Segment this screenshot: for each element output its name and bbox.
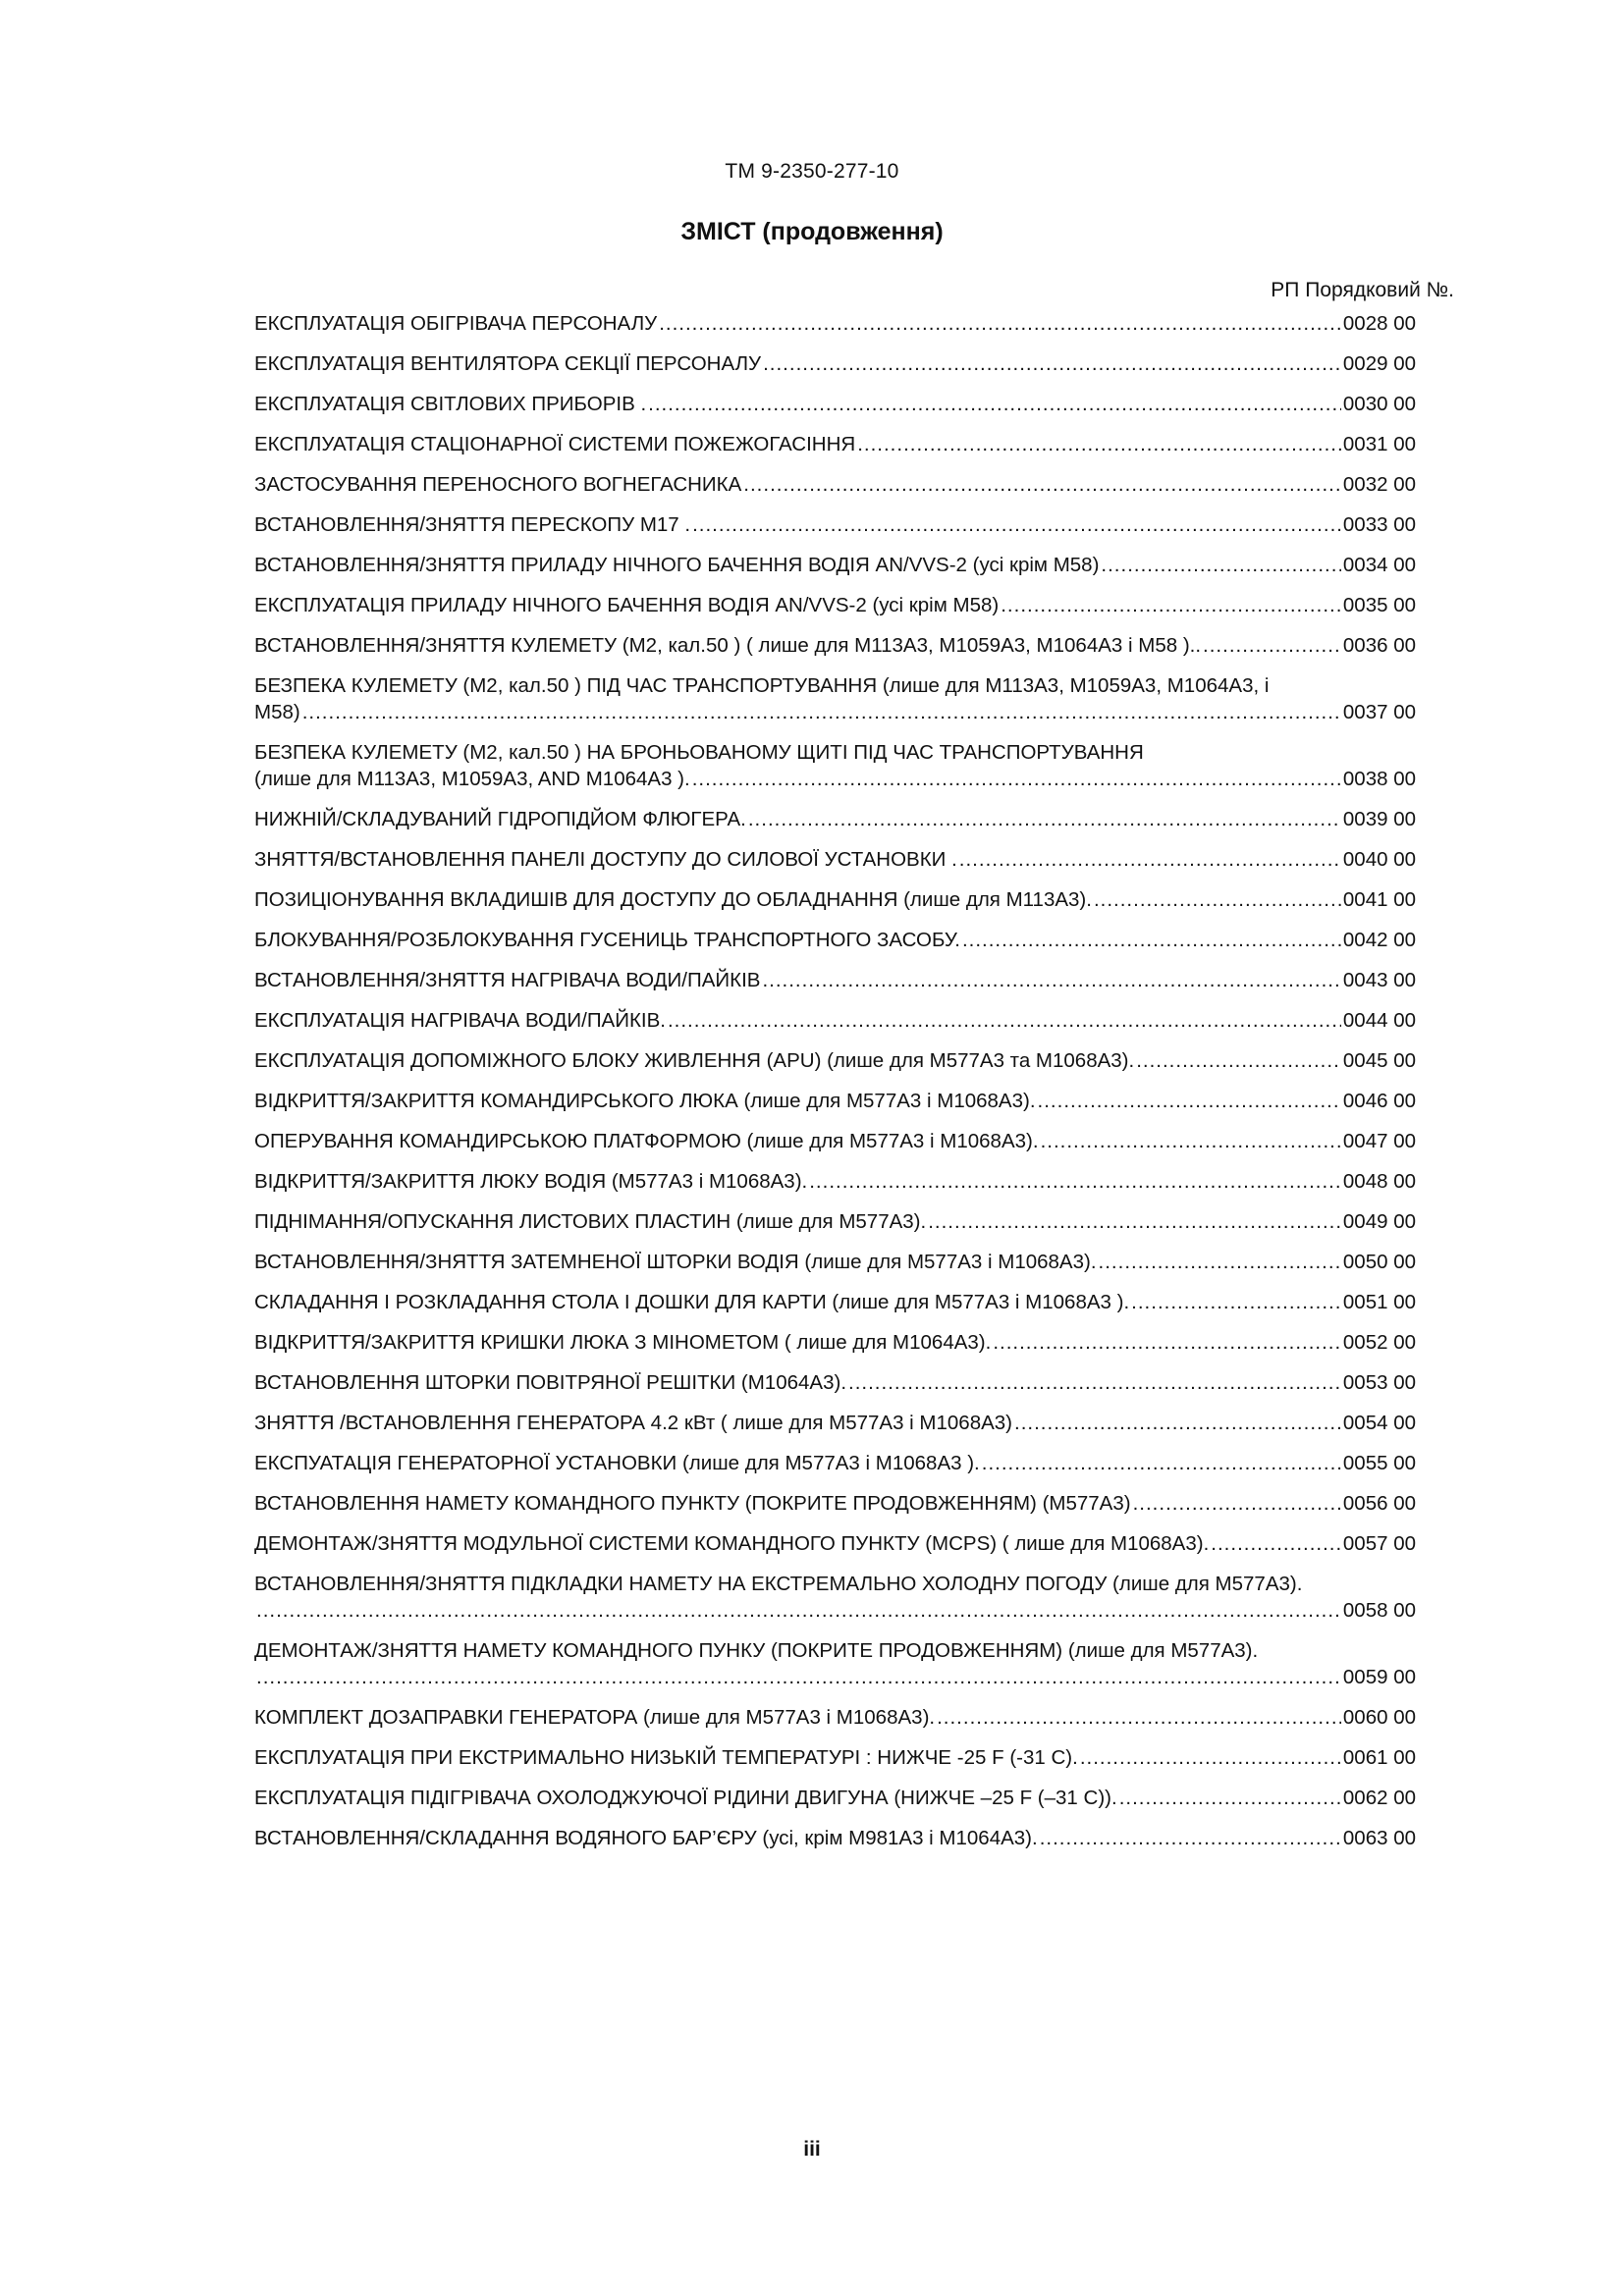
dot-leader bbox=[762, 967, 1340, 993]
toc-entry bbox=[254, 1249, 1416, 1275]
toc-entry-title: ВСТАНОВЛЕННЯ/ЗНЯТТЯ ПРИЛАДУ НІЧНОГО БАЧЕННЯ ВОДІЯ AN/VVS-2 (усі крім M58) bbox=[254, 554, 1100, 576]
toc-entry-title: ЗНЯТТЯ/ВСТАНОВЛЕННЯ ПАНЕЛІ ДОСТУПУ ДО СИЛОВОЇ УСТАНОВКИ . bbox=[254, 848, 957, 871]
toc-entry-number: 0062 00 bbox=[1342, 1787, 1416, 1809]
dot-leader bbox=[928, 1208, 1341, 1235]
toc-entry-title: ВІДКРИТТЯ/ЗАКРИТТЯ ЛЮКУ ВОДІЯ (M577A3 і M1068A3). bbox=[254, 1170, 808, 1193]
toc-entry-title: БЕЗПЕКА КУЛЕМЕТУ (M2, кал.50 ) НА БРОНЬОВАНОМУ ЩИТІ ПІД ЧАС ТРАНСПОРТУВАННЯ bbox=[254, 741, 1144, 764]
toc-entry-number: 0044 00 bbox=[1342, 1009, 1416, 1032]
toc-entry bbox=[254, 431, 1416, 457]
toc-entry-title: ВСТАНОВЛЕННЯ/ЗНЯТТЯ ПІДКЛАДКИ НАМЕТУ НА ЕКСТРЕМАЛЬНО ХОЛОДНУ ПОГОДУ (лише для M577A3). bbox=[254, 1573, 1303, 1595]
toc-entry-title: ВСТАНОВЛЕННЯ ШТОРКИ ПОВІТРЯНОЇ РЕШІТКИ (M1064A3). bbox=[254, 1371, 847, 1394]
toc-entry bbox=[254, 739, 1416, 792]
toc-entry-title: ЕКСПЛУАТАЦІЯ СВІТЛОВИХ ПРИБОРІВ . bbox=[254, 393, 647, 415]
dot-leader bbox=[1119, 1785, 1341, 1811]
toc-entry-number: 0031 00 bbox=[1342, 433, 1416, 455]
document-number: TM 9-2350-277-10 bbox=[725, 160, 899, 183]
toc-entry-title: ОПЕРУВАННЯ КОМАНДИРСЬКОЮ ПЛАТФОРМОЮ (лише для M577A3 і M1068A3). bbox=[254, 1130, 1039, 1152]
toc-entry-number: 0050 00 bbox=[1342, 1251, 1416, 1273]
toc-entry-number: 0030 00 bbox=[1342, 393, 1416, 415]
dot-leader bbox=[937, 1704, 1341, 1731]
toc-entry-title: ЕКСПЛУАТАЦІЯ ДОПОМІЖНОГО БЛОКУ ЖИВЛЕННЯ (APU) (лише для M577A3 та M1068A3). bbox=[254, 1049, 1135, 1072]
toc-entry bbox=[254, 1450, 1416, 1476]
dot-leader bbox=[959, 846, 1341, 873]
toc-entry-title: ВІДКРИТТЯ/ЗАКРИТТЯ КОМАНДИРСЬКОГО ЛЮКА (лише для M577A3 і M1068A3). bbox=[254, 1090, 1036, 1112]
toc-entry-title: ДЕМОНТАЖ/ЗНЯТТЯ НАМЕТУ КОМАНДНОГО ПУНКУ (ПОКРИТЕ ПРОДОВЖЕННЯМ) (лише для M577A3). bbox=[254, 1639, 1259, 1662]
toc-entry bbox=[254, 552, 1416, 578]
toc-entry bbox=[254, 1637, 1416, 1690]
toc-entry-title: ВСТАНОВЛЕННЯ/ЗНЯТТЯ ЗАТЕМНЕНОЇ ШТОРКИ ВОДІЯ (лише для M577A3 і M1068A3). bbox=[254, 1251, 1097, 1273]
toc-entry bbox=[254, 1410, 1416, 1436]
toc-entry-number: 0055 00 bbox=[1342, 1452, 1416, 1474]
toc-entry-number: 0057 00 bbox=[1342, 1532, 1416, 1555]
toc-entry-title: ПОЗИЦІОНУВАННЯ ВКЛАДИШІВ ДЛЯ ДОСТУПУ ДО ОБЛАДНАННЯ (лише для M113A3). bbox=[254, 888, 1092, 911]
toc-entry-number: 0061 00 bbox=[1342, 1746, 1416, 1769]
dot-leader bbox=[809, 1168, 1341, 1195]
dot-leader bbox=[692, 511, 1341, 538]
toc-entry bbox=[254, 511, 1416, 538]
toc-entry-number: 0041 00 bbox=[1342, 888, 1416, 911]
toc-entry bbox=[254, 846, 1416, 873]
toc-entry-title: ПІДНІМАННЯ/ОПУСКАННЯ ЛИСТОВИХ ПЛАСТИН (лише для M577A3). bbox=[254, 1210, 927, 1233]
toc-entry-number: 0051 00 bbox=[1342, 1291, 1416, 1313]
toc-entry bbox=[254, 672, 1416, 725]
toc-entry-title: ЕКСПЛУАТАЦІЯ СТАЦІОНАРНОЇ СИСТЕМИ ПОЖЕЖОГАСІННЯ bbox=[254, 433, 856, 455]
dot-leader bbox=[1041, 1128, 1341, 1154]
dot-leader bbox=[848, 1369, 1341, 1396]
toc-entry-title: ВСТАНОВЛЕННЯ/ЗНЯТТЯ НАГРІВАЧА ВОДИ/ПАЙКІВ bbox=[254, 969, 761, 991]
dot-leader bbox=[857, 431, 1341, 457]
toc-entry-number: 0059 00 bbox=[1342, 1666, 1416, 1688]
toc-entry-number: 0056 00 bbox=[1342, 1492, 1416, 1515]
dot-leader bbox=[1001, 592, 1341, 618]
toc-entry-number: 0037 00 bbox=[1342, 701, 1416, 723]
toc-entry-number: 0048 00 bbox=[1342, 1170, 1416, 1193]
toc-entry-number: 0045 00 bbox=[1342, 1049, 1416, 1072]
dot-leader bbox=[1133, 1490, 1341, 1517]
toc-entry-title: ЕКСПЛУАТАЦІЯ ОБІГРІВАЧА ПЕРСОНАЛУ bbox=[254, 312, 658, 335]
toc-entry bbox=[254, 886, 1416, 913]
dot-leader bbox=[692, 766, 1341, 792]
dot-leader bbox=[1131, 1289, 1341, 1315]
toc-entry-title: ЕКСПУАТАЦІЯ ГЕНЕРАТОРНОЇ УСТАНОВКИ (лише для M577A3 і M1068A3 ). bbox=[254, 1452, 980, 1474]
toc-entry-title: БЛОКУВАННЯ/РОЗБЛОКУВАННЯ ГУСЕНИЦЬ ТРАНСПОРТНОГО ЗАСОБУ. bbox=[254, 929, 960, 951]
dot-leader bbox=[1099, 1249, 1341, 1275]
toc-entry bbox=[254, 592, 1416, 618]
dot-leader bbox=[763, 350, 1341, 377]
page-title: ЗМІСТ (продовження) bbox=[680, 218, 944, 245]
dot-leader bbox=[668, 1007, 1341, 1034]
toc-entry-title: БЕЗПЕКА КУЛЕМЕТУ (M2, кал.50 ) ПІД ЧАС ТРАНСПОРТУВАННЯ (лише для M113A3, M1059A3, M1064A3, і bbox=[254, 674, 1270, 697]
dot-leader bbox=[302, 699, 1341, 725]
dot-leader bbox=[1094, 886, 1341, 913]
dot-leader bbox=[1040, 1825, 1341, 1851]
toc-entry-number: 0040 00 bbox=[1342, 848, 1416, 871]
toc-entry-title: ВСТАНОВЛЕННЯ НАМЕТУ КОМАНДНОГО ПУНКТУ (ПОКРИТЕ ПРОДОВЖЕННЯМ) (M577A3) bbox=[254, 1492, 1131, 1515]
dot-leader bbox=[256, 1597, 1341, 1624]
toc-entry-title: ВСТАНОВЛЕННЯ/ЗНЯТТЯ ПЕРЕСКОПУ M17 . bbox=[254, 513, 691, 536]
toc-entry-title: ВСТАНОВЛЕННЯ/СКЛАДАННЯ ВОДЯНОГО БАР’ЄРУ (усі, крім M981A3 і M1064A3). bbox=[254, 1827, 1038, 1849]
toc-entry bbox=[254, 1785, 1416, 1811]
toc-entry bbox=[254, 1007, 1416, 1034]
dot-leader bbox=[256, 1664, 1341, 1690]
toc-entry-number: 0043 00 bbox=[1342, 969, 1416, 991]
toc-entry bbox=[254, 927, 1416, 953]
toc-entry bbox=[254, 1530, 1416, 1557]
toc-entry-title: ЕКСПЛУАТАЦІЯ ПРИ ЕКСТРИМАЛЬНО НИЗЬКІЙ ТЕМПЕРАТУРІ : НИЖЧЕ -25 F (-31 C). bbox=[254, 1746, 1078, 1769]
dot-leader bbox=[1203, 632, 1341, 659]
toc-entry-title: КОМПЛЕКТ ДОЗАПРАВКИ ГЕНЕРАТОРА (лише для M577A3 і M1068A3). bbox=[254, 1706, 936, 1729]
toc-entry bbox=[254, 1208, 1416, 1235]
toc-entry-title: ЗНЯТТЯ /ВСТАНОВЛЕННЯ ГЕНЕРАТОРА 4.2 кВт ( лише для M577A3 і M1068A3) bbox=[254, 1412, 1013, 1434]
dot-leader bbox=[1101, 552, 1340, 578]
toc-entry bbox=[254, 1289, 1416, 1315]
toc-entry-number: 0029 00 bbox=[1342, 352, 1416, 375]
toc-entry-title: ВСТАНОВЛЕННЯ/ЗНЯТТЯ КУЛЕМЕТУ (M2, кал.50 ) ( лише для M113A3, M1059A3, M1064A3 і M58 ).. bbox=[254, 634, 1202, 657]
dot-leader bbox=[743, 471, 1341, 498]
toc-entry bbox=[254, 1047, 1416, 1074]
dot-leader bbox=[1136, 1047, 1341, 1074]
toc-entry-number: 0047 00 bbox=[1342, 1130, 1416, 1152]
toc-entry-number: 0034 00 bbox=[1342, 554, 1416, 576]
toc-entry bbox=[254, 1329, 1416, 1356]
toc-entry-title-continuation: M58) bbox=[254, 701, 300, 723]
toc-entry-number: 0036 00 bbox=[1342, 634, 1416, 657]
toc-entry-title: ЕКСПЛУАТАЦІЯ НАГРІВАЧА ВОДИ/ПАЙКІВ. bbox=[254, 1009, 666, 1032]
toc-entry-number: 0054 00 bbox=[1342, 1412, 1416, 1434]
toc-entry-title: ЕКСПЛУАТАЦІЯ ВЕНТИЛЯТОРА СЕКЦІЇ ПЕРСОНАЛУ bbox=[254, 352, 762, 375]
toc-entry bbox=[254, 310, 1416, 337]
toc-entry-number: 0060 00 bbox=[1342, 1706, 1416, 1729]
toc-entry bbox=[254, 391, 1416, 417]
dot-leader bbox=[1014, 1410, 1341, 1436]
toc-entry-number: 0042 00 bbox=[1342, 929, 1416, 951]
dot-leader bbox=[962, 927, 1341, 953]
toc-entry-number: 0039 00 bbox=[1342, 808, 1416, 830]
toc-entry-number: 0035 00 bbox=[1342, 594, 1416, 616]
toc-entry bbox=[254, 1704, 1416, 1731]
toc-entry-number: 0063 00 bbox=[1342, 1827, 1416, 1849]
toc-entry-title-continuation: (лише для M113A3, M1059A3, AND M1064A3 ). bbox=[254, 768, 690, 790]
toc-entry bbox=[254, 632, 1416, 659]
dot-leader bbox=[1038, 1088, 1341, 1114]
toc-entry-title: ВІДКРИТТЯ/ЗАКРИТТЯ КРИШКИ ЛЮКА З МІНОМЕТОМ ( лише для M1064A3). bbox=[254, 1331, 992, 1354]
toc-entry-number: 0052 00 bbox=[1342, 1331, 1416, 1354]
toc-entry-number: 0058 00 bbox=[1342, 1599, 1416, 1622]
toc-entry bbox=[254, 1744, 1416, 1771]
toc-entry bbox=[254, 1490, 1416, 1517]
toc-entry bbox=[254, 1088, 1416, 1114]
toc-entry-number: 0038 00 bbox=[1342, 768, 1416, 790]
toc-entry-number: 0028 00 bbox=[1342, 312, 1416, 335]
toc-entry-title: СКЛАДАННЯ І РОЗКЛАДАННЯ СТОЛА І ДОШКИ ДЛЯ КАРТИ (лише для M577A3 і M1068A3 ). bbox=[254, 1291, 1130, 1313]
toc-entry-number: 0053 00 bbox=[1342, 1371, 1416, 1394]
toc-entry bbox=[254, 967, 1416, 993]
dot-leader bbox=[1211, 1530, 1341, 1557]
toc-entry-title: ЗАСТОСУВАННЯ ПЕРЕНОСНОГО ВОГНЕГАСНИКА bbox=[254, 473, 742, 496]
toc-entry bbox=[254, 1571, 1416, 1624]
dot-leader bbox=[748, 806, 1341, 832]
toc-entry bbox=[254, 1369, 1416, 1396]
table-of-contents bbox=[254, 310, 1416, 1865]
dot-leader bbox=[1080, 1744, 1341, 1771]
toc-entry-number: 0032 00 bbox=[1342, 473, 1416, 496]
toc-entry-title: ЕКСПЛУАТАЦІЯ ПІДІГРІВАЧА ОХОЛОДЖУЮЧОЇ РІДИНИ ДВИГУНА (НИЖЧЕ –25 F (–31 C)). bbox=[254, 1787, 1117, 1809]
toc-entry bbox=[254, 806, 1416, 832]
toc-entry-number: 0033 00 bbox=[1342, 513, 1416, 536]
dot-leader bbox=[659, 310, 1341, 337]
toc-entry bbox=[254, 1168, 1416, 1195]
dot-leader bbox=[982, 1450, 1341, 1476]
toc-entry bbox=[254, 1128, 1416, 1154]
toc-entry bbox=[254, 350, 1416, 377]
toc-entry-title: ДЕМОНТАЖ/ЗНЯТТЯ МОДУЛЬНОЇ СИСТЕМИ КОМАНДНОГО ПУНКТУ (MCPS) ( лише для M1068A3). bbox=[254, 1532, 1210, 1555]
dot-leader bbox=[993, 1329, 1341, 1356]
toc-entry-title: НИЖНІЙ/СКЛАДУВАНИЙ ГІДРОПІДЙОМ ФЛЮГЕРА. bbox=[254, 808, 746, 830]
toc-entry bbox=[254, 1825, 1416, 1851]
toc-entry-number: 0046 00 bbox=[1342, 1090, 1416, 1112]
column-header: РП Порядковий №. bbox=[1271, 279, 1454, 301]
toc-entry-title: ЕКСПЛУАТАЦІЯ ПРИЛАДУ НІЧНОГО БАЧЕННЯ ВОДІЯ AN/VVS-2 (усі крім M58) bbox=[254, 594, 1000, 616]
toc-entry-number: 0049 00 bbox=[1342, 1210, 1416, 1233]
page-number: iii bbox=[803, 2138, 821, 2161]
dot-leader bbox=[648, 391, 1341, 417]
toc-entry bbox=[254, 471, 1416, 498]
